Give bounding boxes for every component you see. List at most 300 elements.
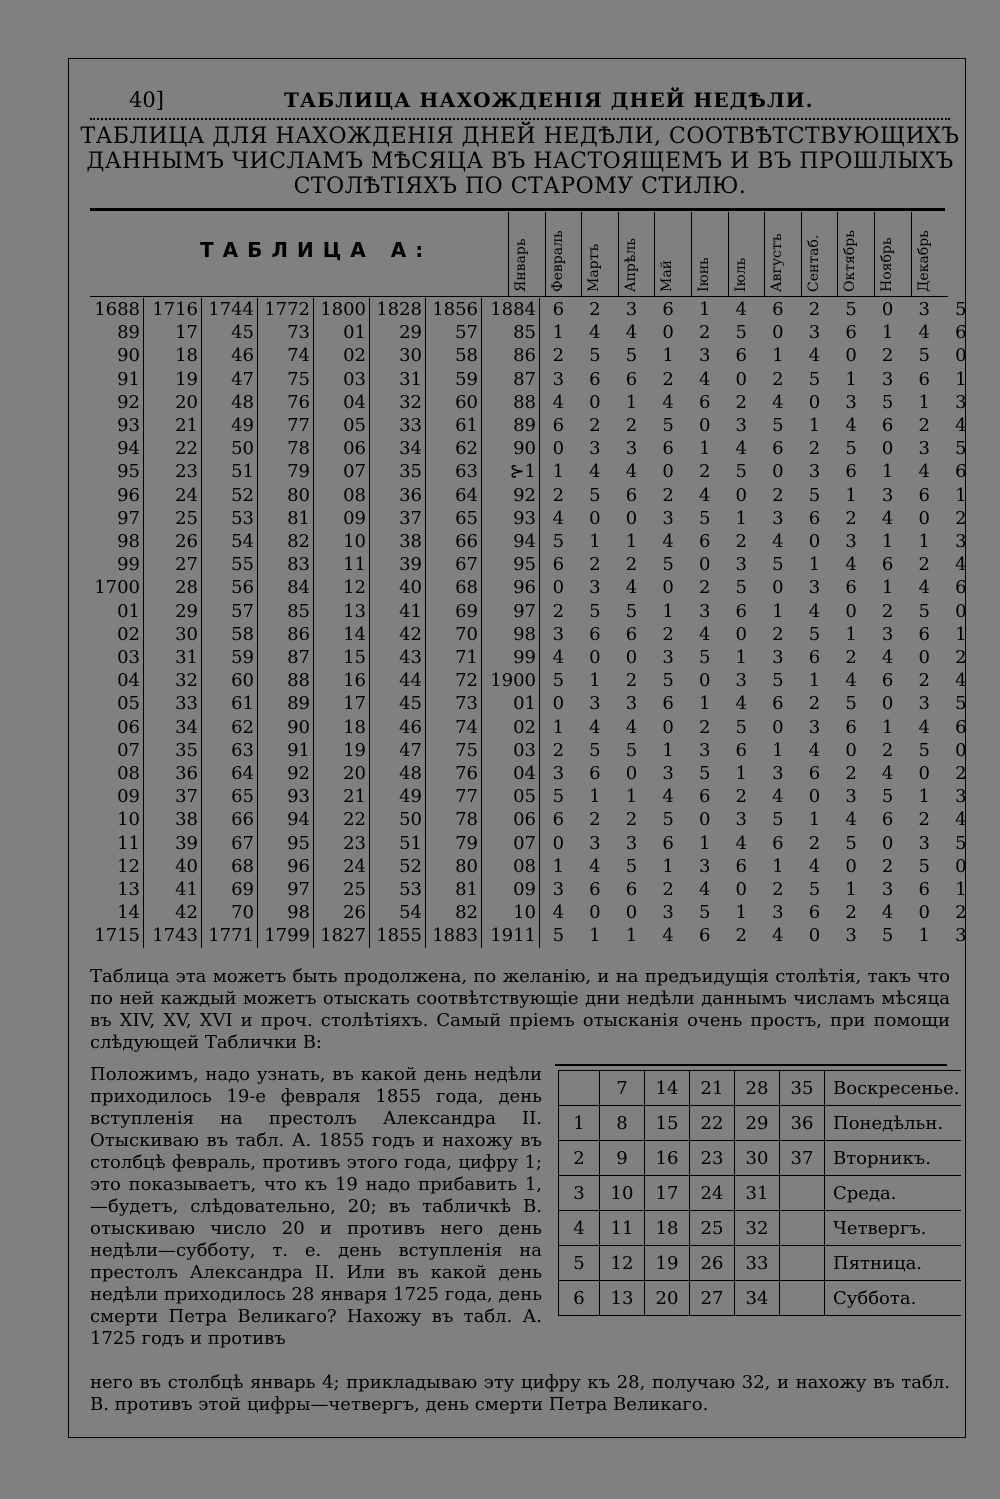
table-row (86, 832, 979, 855)
year-cell: 68 (426, 576, 482, 599)
month-value-cell: 0 (845, 600, 857, 622)
month-value-cell: 0 (881, 299, 894, 320)
table-row (86, 785, 979, 808)
table-row (559, 1211, 962, 1246)
month-value-cell: 5 (735, 716, 747, 738)
month-value-cell: 6 (955, 461, 967, 483)
year-cell: 1743 (144, 924, 202, 947)
year-cell: 76 (258, 391, 314, 414)
month-value-cell: 2 (918, 809, 930, 831)
year-cell: 37 (144, 785, 202, 808)
year-cell: 76 (426, 762, 482, 785)
month-value-cell: 6 (772, 438, 784, 460)
month-value-cell: 1 (625, 925, 638, 947)
month-value-cell: 1 (589, 531, 601, 553)
year-cell: 02 (86, 623, 144, 646)
year-cell: 1883 (426, 924, 482, 947)
number-cell: 23 (690, 1141, 735, 1176)
year-cell: 59 (426, 368, 482, 391)
month-value-cell: 3 (955, 391, 967, 413)
month-value-cell: 1 (845, 879, 857, 901)
year-cell: 1715 (86, 924, 144, 947)
year-cell: 1911 (482, 924, 540, 947)
month-value-cell: 6 (698, 786, 711, 808)
table-row (86, 692, 979, 715)
month-value-cell: 6 (625, 484, 638, 506)
year-cell: 59 (202, 646, 258, 669)
month-value-cell: 4 (918, 461, 930, 483)
page-heading: ТАБЛИЦА ДЛЯ НАХОЖДЕНІЯ ДНЕЙ НЕДѢЛИ, СООТВѢТСТВУЮЩИХЪ ДАННЫМЪ ЧИСЛАМЪ МѢСЯЦА ВЪ НАСТОЯЩЕМЪ И ВЪ ПРОШЛЫХЪ СТОЛѢТІЯХЪ ПО СТАРОМУ СТИЛЮ. (80, 124, 960, 199)
month-value-cell: 0 (955, 345, 967, 367)
month-value-cell: 4 (808, 739, 821, 761)
month-value-cell: 0 (881, 438, 894, 460)
month-value-cell: 3 (845, 391, 857, 413)
month-value-cell: 4 (625, 716, 638, 738)
year-cell: 1744 (202, 298, 258, 321)
page-number: 40] (129, 88, 164, 112)
year-cell: 96 (258, 855, 314, 878)
month-value-cell: 0 (955, 855, 967, 877)
month-value-cell: 3 (698, 739, 711, 761)
table-row (86, 414, 979, 437)
year-cell: 1700 (86, 576, 144, 599)
month-value-cell: 5 (589, 484, 601, 506)
table-row (86, 321, 979, 344)
month-value-cell: 0 (698, 415, 711, 437)
table-row (86, 739, 979, 762)
number-cell (780, 1211, 825, 1246)
month-value-cell: 3 (735, 554, 747, 576)
year-cell: 01 (86, 600, 144, 623)
year-cell: 58 (202, 623, 258, 646)
month-value-cell: 6 (772, 693, 784, 715)
month-value-cell: 1 (552, 322, 565, 344)
month-value-cell: 0 (845, 345, 857, 367)
table-row (86, 530, 979, 553)
year-cell: 06 (314, 437, 370, 460)
month-value-cell: 6 (735, 600, 747, 622)
number-cell: 17 (645, 1176, 690, 1211)
year-cell: 98 (86, 530, 144, 553)
month-value-cell: 4 (808, 855, 821, 877)
month-value-cell: 2 (955, 647, 967, 669)
month-value-cell: 2 (662, 368, 674, 390)
month-value-cell: 3 (552, 879, 565, 901)
year-cell: 81 (258, 507, 314, 530)
year-cell: 30 (370, 344, 426, 367)
month-value-cell: 5 (808, 623, 821, 645)
month-value-cell: 6 (955, 577, 967, 599)
month-value-cell: 6 (589, 879, 601, 901)
year-cell: 63 (202, 739, 258, 762)
month-value-cell: 0 (881, 832, 894, 854)
year-cell: 38 (144, 808, 202, 831)
month-value-cell: 5 (698, 507, 711, 529)
month-value-cell: 0 (552, 577, 565, 599)
year-cell: 90 (258, 716, 314, 739)
month-value-cell: 0 (589, 647, 601, 669)
year-cell: 49 (202, 414, 258, 437)
year-cell: 94 (86, 437, 144, 460)
month-value-cell: 2 (662, 623, 674, 645)
month-value-cell: 0 (662, 461, 674, 483)
month-header (654, 212, 685, 296)
month-value-cell: 6 (772, 832, 784, 854)
year-cell: 88 (482, 391, 540, 414)
month-value-cell: 2 (735, 786, 747, 808)
month-value-cell: 3 (552, 623, 565, 645)
month-value-cell: 0 (589, 391, 601, 413)
month-value-cell: 2 (698, 461, 711, 483)
month-value-cell: 2 (881, 345, 894, 367)
table-row (86, 484, 979, 507)
month-value-cell: 1 (735, 763, 747, 785)
month-value-cell: 0 (662, 577, 674, 599)
number-cell: 10 (600, 1176, 645, 1211)
number-cell: 15 (645, 1106, 690, 1141)
month-value-cell: 6 (808, 507, 821, 529)
year-cell: 60 (426, 391, 482, 414)
month-value-cell: 2 (589, 415, 601, 437)
year-cell: 35 (370, 460, 426, 483)
table-row (559, 1176, 962, 1211)
year-cell: 05 (314, 414, 370, 437)
year-cell: 98 (482, 623, 540, 646)
year-cell: 87 (258, 646, 314, 669)
table-row (86, 901, 979, 924)
month-value-cell: 3 (881, 879, 894, 901)
month-value-cell: 0 (552, 693, 565, 715)
month-value-cell: 0 (918, 763, 930, 785)
table-row (86, 460, 979, 483)
month-value-cell: 0 (625, 902, 638, 924)
year-cell: 31 (144, 646, 202, 669)
month-value-cell: 3 (589, 693, 601, 715)
month-value-cell: 6 (625, 368, 638, 390)
month-value-cell: 0 (808, 786, 821, 808)
month-value-cell: 0 (625, 647, 638, 669)
year-cell: 08 (86, 762, 144, 785)
month-value-cell: 3 (955, 531, 967, 553)
number-cell (780, 1281, 825, 1316)
month-value-cell: 0 (845, 855, 857, 877)
month-value-cell: 1 (698, 438, 711, 460)
year-cell: 13 (86, 878, 144, 901)
number-cell: 20 (645, 1281, 690, 1316)
month-value-cell: 3 (918, 438, 930, 460)
table-a-label: ТАБЛИЦА А: (200, 238, 433, 262)
year-cell: 49 (370, 785, 426, 808)
number-cell: 32 (735, 1211, 780, 1246)
year-cell: 93 (482, 507, 540, 530)
year-cell: 52 (202, 484, 258, 507)
year-cell: 79 (258, 460, 314, 483)
year-cell: 67 (202, 832, 258, 855)
month-header (508, 212, 539, 296)
month-header (581, 212, 612, 296)
month-value-cell: 1 (808, 670, 821, 692)
number-cell: 30 (735, 1141, 780, 1176)
month-value-cell: 2 (918, 554, 930, 576)
year-cell: 44 (370, 669, 426, 692)
year-cell: 54 (370, 901, 426, 924)
year-cell: 72 (426, 669, 482, 692)
month-value-cell: 4 (589, 855, 601, 877)
month-value-cell: 6 (698, 531, 711, 553)
number-cell: 33 (735, 1246, 780, 1281)
year-cell: 33 (144, 692, 202, 715)
year-cell: 91 (86, 368, 144, 391)
month-value-cell: 6 (662, 438, 674, 460)
table-row (86, 600, 979, 623)
year-cell: 33 (370, 414, 426, 437)
month-value-cell: 4 (698, 368, 711, 390)
year-cell: 11 (314, 553, 370, 576)
month-value-cell: 6 (881, 415, 894, 437)
year-cell: 92 (482, 484, 540, 507)
month-value-cell: 5 (845, 693, 857, 715)
month-value-cell: 1 (881, 531, 894, 553)
year-cell: 63 (426, 460, 482, 483)
month-value-cell: 5 (662, 415, 674, 437)
year-cell: 39 (370, 553, 426, 576)
month-value-cell: 5 (552, 786, 565, 808)
month-value-cell: 2 (552, 484, 565, 506)
month-value-cell: 2 (662, 484, 674, 506)
month-value-cell: 0 (772, 577, 784, 599)
month-value-cell: 4 (845, 670, 857, 692)
month-value-cell: 6 (881, 809, 894, 831)
month-value-cell: 4 (845, 415, 857, 437)
month-value-cell: 3 (955, 925, 967, 947)
year-cell: 78 (258, 437, 314, 460)
year-cell: 34 (370, 437, 426, 460)
month-header (764, 212, 795, 296)
table-row (86, 924, 979, 947)
month-value-cell: 3 (772, 902, 784, 924)
month-headers (508, 212, 948, 296)
year-cell: 1884 (482, 298, 540, 321)
month-value-cell: 1 (698, 832, 711, 854)
year-cell: 95 (86, 460, 144, 483)
month-value-cell: 4 (552, 391, 565, 413)
month-value-cell: 3 (698, 345, 711, 367)
year-cell: 91 (258, 739, 314, 762)
year-cell: 02 (482, 716, 540, 739)
running-head (74, 82, 954, 114)
month-value-cell: 1 (881, 577, 894, 599)
month-value-cell: 2 (625, 415, 638, 437)
month-value-cell: 1 (808, 809, 821, 831)
table-a (86, 298, 980, 948)
month-label: Февраль (549, 230, 566, 292)
month-value-cell: 6 (552, 415, 565, 437)
month-value-cell: 0 (552, 832, 565, 854)
month-label: Октябрь (842, 230, 859, 292)
table-row (86, 344, 979, 367)
month-value-cell: 2 (918, 670, 930, 692)
month-value-cell: 1 (552, 716, 565, 738)
month-value-cell: 4 (735, 438, 747, 460)
month-value-cell: 2 (698, 716, 711, 738)
month-header (874, 212, 905, 296)
year-cell: 41 (370, 600, 426, 623)
month-value-cell: 2 (955, 902, 967, 924)
month-value-cell: 4 (955, 415, 967, 437)
month-value-cell: 1 (552, 461, 565, 483)
month-value-cell: 3 (881, 623, 894, 645)
month-value-cell: 4 (589, 716, 601, 738)
month-value-cell: 0 (772, 716, 784, 738)
table-row (559, 1071, 962, 1106)
year-cell: ⊱1 (482, 460, 540, 483)
month-value-cell: 2 (698, 322, 711, 344)
month-value-cell: 3 (881, 484, 894, 506)
year-cell: 1688 (86, 298, 144, 321)
month-value-cell: 6 (955, 322, 967, 344)
month-value-cell: 4 (845, 809, 857, 831)
month-value-cell: 6 (808, 763, 821, 785)
number-cell: 19 (645, 1246, 690, 1281)
year-cell: 95 (258, 832, 314, 855)
month-value-cell: 1 (662, 855, 674, 877)
month-value-cell: 4 (552, 647, 565, 669)
year-cell: 09 (314, 507, 370, 530)
month-value-cell: 6 (881, 554, 894, 576)
number-cell: 35 (780, 1071, 825, 1106)
month-value-cell: 5 (808, 368, 821, 390)
year-cell: 23 (314, 832, 370, 855)
month-value-cell: 0 (918, 507, 930, 529)
year-cell: 99 (86, 553, 144, 576)
year-cell: 03 (482, 739, 540, 762)
month-label: Январь (513, 238, 529, 292)
year-cell: 45 (202, 321, 258, 344)
month-value-cell: 1 (955, 368, 967, 390)
month-value-cell: 0 (589, 902, 601, 924)
year-cell: 48 (202, 391, 258, 414)
month-value-cell: 5 (918, 739, 930, 761)
month-header (911, 212, 942, 296)
month-value-cell: 5 (845, 299, 857, 320)
month-value-cell: 5 (662, 809, 674, 831)
month-value-cell: 5 (698, 763, 711, 785)
year-cell: 42 (144, 901, 202, 924)
month-value-cell: 3 (808, 716, 821, 738)
year-cell: 34 (144, 716, 202, 739)
year-cell: 65 (426, 507, 482, 530)
month-value-cell: 1 (845, 484, 857, 506)
month-value-cell: 1 (735, 647, 747, 669)
year-cell: 40 (144, 855, 202, 878)
year-cell: 09 (86, 785, 144, 808)
year-cell: 77 (426, 785, 482, 808)
year-cell: 20 (314, 762, 370, 785)
month-value-cell: 4 (955, 670, 967, 692)
month-value-cell: 0 (808, 925, 821, 947)
month-value-cell: 5 (845, 832, 857, 854)
month-value-cell: 6 (625, 879, 638, 901)
month-value-cell: 1 (772, 739, 784, 761)
table-row (86, 762, 979, 785)
month-value-cell: 4 (808, 345, 821, 367)
month-value-cell: 5 (589, 739, 601, 761)
year-cell: 73 (258, 321, 314, 344)
year-cell: 85 (482, 321, 540, 344)
number-cell: 25 (690, 1211, 735, 1246)
year-cell: 03 (86, 646, 144, 669)
month-value-cell: 6 (589, 763, 601, 785)
number-cell: 6 (559, 1281, 600, 1316)
month-value-cell: 0 (625, 507, 638, 529)
year-cell: 43 (370, 646, 426, 669)
year-cell: 21 (144, 414, 202, 437)
month-value-cell: 0 (735, 484, 747, 506)
number-cell (780, 1176, 825, 1211)
month-value-cell: 5 (552, 531, 565, 553)
number-cell: 9 (600, 1141, 645, 1176)
year-cell: 04 (314, 391, 370, 414)
number-cell: 11 (600, 1211, 645, 1246)
number-cell: 34 (735, 1281, 780, 1316)
month-value-cell: 0 (808, 391, 821, 413)
year-cell: 83 (258, 553, 314, 576)
year-cell: 07 (314, 460, 370, 483)
table-row (86, 669, 979, 692)
year-cell: 26 (144, 530, 202, 553)
month-value-cell: 6 (625, 623, 638, 645)
month-label: Декабрь (915, 230, 932, 292)
month-value-cell: 5 (625, 345, 638, 367)
month-value-cell: 2 (845, 507, 857, 529)
weekday-cell: Вторникъ. (825, 1141, 962, 1176)
month-value-cell: 0 (698, 670, 711, 692)
year-cell: 45 (370, 692, 426, 715)
year-cell: 64 (202, 762, 258, 785)
year-cell: 97 (86, 507, 144, 530)
year-cell: 54 (202, 530, 258, 553)
year-cell: 10 (482, 901, 540, 924)
year-cell: 29 (144, 600, 202, 623)
year-cell: 09 (482, 878, 540, 901)
month-value-cell: 3 (735, 809, 747, 831)
month-value-cell: 5 (955, 299, 967, 320)
month-value-cell: 5 (918, 855, 930, 877)
month-value-cell: 6 (955, 716, 967, 738)
month-value-cell: 4 (698, 623, 711, 645)
month-label: Августъ (769, 233, 786, 292)
number-cell: 36 (780, 1106, 825, 1141)
month-value-cell: 5 (881, 391, 894, 413)
year-cell: 68 (202, 855, 258, 878)
year-cell: 88 (258, 669, 314, 692)
year-cell: 14 (86, 901, 144, 924)
month-value-cell: 3 (589, 832, 601, 854)
month-value-cell: 6 (698, 925, 711, 947)
year-cell: 57 (426, 321, 482, 344)
month-value-cell: 0 (735, 368, 747, 390)
year-cell: 21 (314, 785, 370, 808)
month-value-cell: 2 (552, 739, 565, 761)
month-value-cell: 2 (772, 879, 784, 901)
year-cell: 75 (258, 368, 314, 391)
year-cell: 89 (482, 414, 540, 437)
month-header (618, 212, 649, 296)
month-value-cell: 3 (662, 647, 674, 669)
month-value-cell: 2 (772, 368, 784, 390)
year-cell: 40 (370, 576, 426, 599)
year-cell: 47 (370, 739, 426, 762)
